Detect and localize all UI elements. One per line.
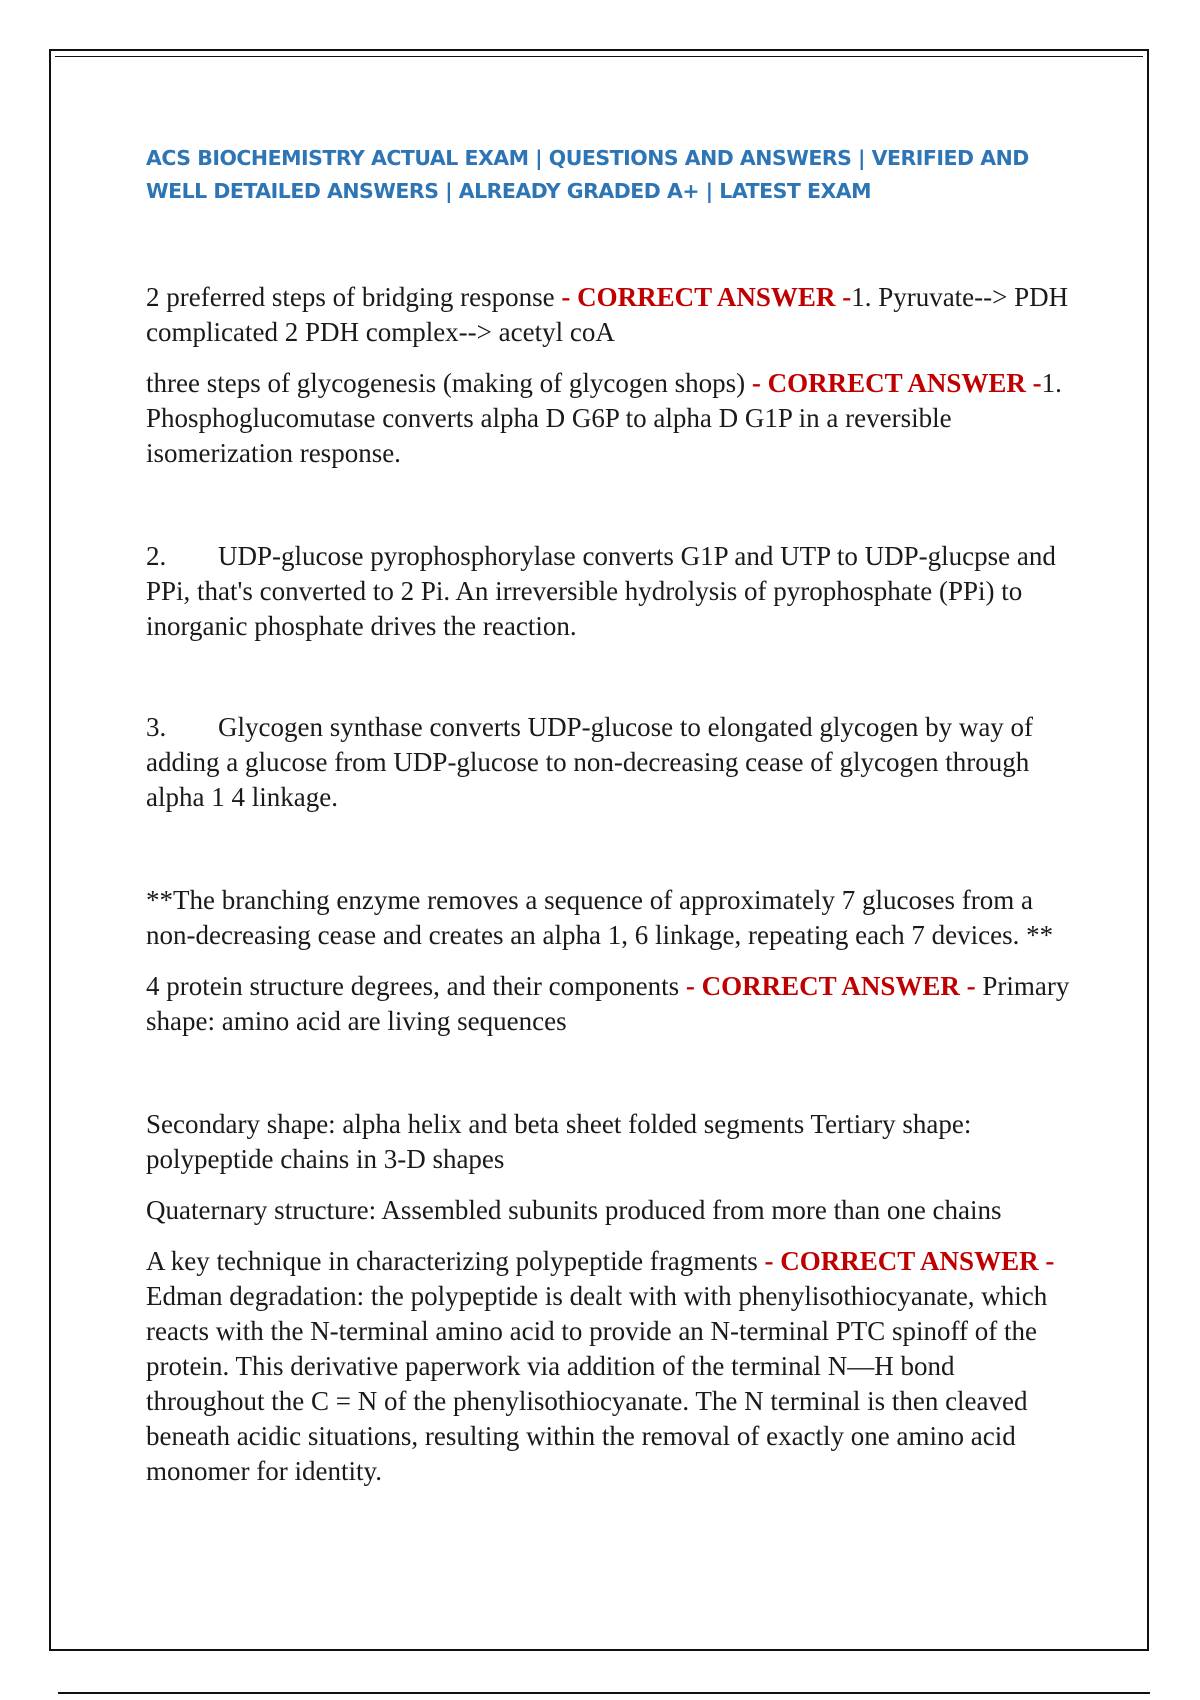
answer-text: 1. Phosphoglucomutase converts alpha D G6P to alpha D G1P in a reversible isomerization response. <box>146 368 1062 468</box>
secondary-tertiary-structure: Secondary shape: alpha helix and beta sheet folded segments Tertiary shape: polypeptide chains in 3-D shapes <box>146 1109 972 1174</box>
quaternary-structure: Quaternary structure: Assembled subunits produced from more than one chains <box>146 1195 1002 1225</box>
qa-entry-bridging-response <box>146 280 1076 350</box>
glycogenesis-step-2 <box>146 539 1076 644</box>
answer-text: 1. Pyruvate--> PDH complicated 2 PDH complex--> acetyl coA <box>146 282 1069 347</box>
footer-rule <box>58 1692 1150 1694</box>
question-text: 2 preferred steps of bridging response <box>146 282 555 312</box>
qa-entry-glycogenesis <box>146 366 1076 471</box>
correct-answer-tag: - CORRECT ANSWER - <box>751 368 1042 398</box>
document-title: ACS BIOCHEMISTRY ACTUAL EXAM | QUESTIONS AND ANSWERS | VERIFIED AND WELL DETAILED ANSWERS | ALREADY GRADED A+ | LATEST EXAM <box>146 146 1029 203</box>
qa-entry-polypeptide-fragments <box>146 1244 1076 1489</box>
question-text: A key technique in characterizing polypeptide fragments <box>146 1246 758 1276</box>
branching-enzyme-note: **The branching enzyme removes a sequence of approximately 7 glucoses from a non-decreasing cease and creates an alpha 1, 6 linkage, repeating each 7 devices. ** <box>146 885 1054 950</box>
correct-answer-tag: - CORRECT ANSWER - <box>561 282 852 312</box>
correct-answer-tag: - CORRECT ANSWER - <box>685 971 976 1001</box>
document-body <box>146 142 1076 1489</box>
question-text: three steps of glycogenesis (making of glycogen shops) <box>146 368 746 398</box>
step-number: 3. <box>146 712 167 742</box>
answer-text: Primary shape: amino acid are living sequences <box>146 971 1070 1036</box>
glycogenesis-step-3 <box>146 710 1076 815</box>
step-text: UDP-glucose pyrophosphorylase converts G1P and UTP to UDP-glucpse and PPi, that's converted to 2 Pi. An irreversible hydrolysis of pyrophosphate (PPi) to inorganic phosphate drives the reaction. <box>146 541 1056 641</box>
answer-text: Edman degradation: the polypeptide is dealt with with phenylisothiocyanate, which reacts with the N-terminal amino acid to provide an N-terminal PTC spinoff of the protein. This derivative paperwork via addition of the terminal N—H bond throughout the C = N of the phenylisothiocyanate. The N terminal is then cleaved beneath acidic situations, resulting within the removal of exactly one amino acid monomer for identity. <box>146 1281 1048 1486</box>
qa-entry-protein-structure <box>146 969 1076 1039</box>
question-text: 4 protein structure degrees, and their components <box>146 971 680 1001</box>
step-text: Glycogen synthase converts UDP-glucose to elongated glycogen by way of adding a glucose from UDP-glucose to non-decreasing cease of glycogen through alpha 1 4 linkage. <box>146 712 1034 812</box>
step-number: 2. <box>146 541 167 571</box>
correct-answer-tag: - CORRECT ANSWER - <box>764 1246 1055 1276</box>
